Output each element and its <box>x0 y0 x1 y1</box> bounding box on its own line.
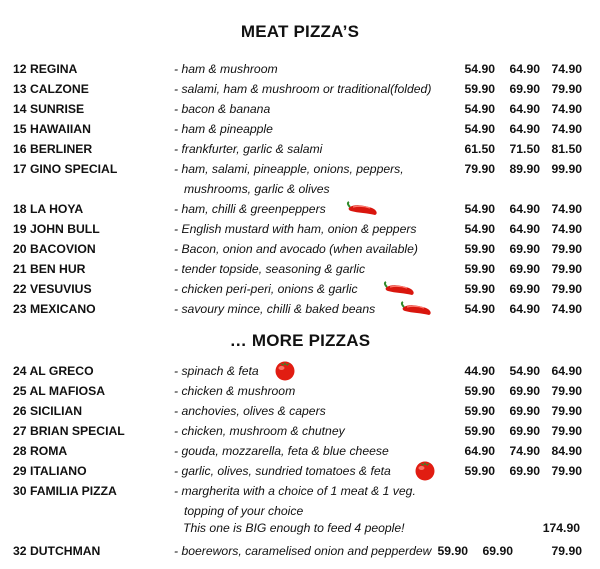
price-large: 79.90 <box>551 544 582 558</box>
item-name: 13 CALZONE <box>13 82 89 96</box>
item-description: - ham & mushroom <box>174 62 278 76</box>
item-name: 24 AL GRECO <box>13 364 94 378</box>
price-medium: 69.90 <box>509 384 540 398</box>
item-name: 23 MEXICANO <box>13 302 96 316</box>
price-medium: 74.90 <box>509 444 540 458</box>
menu-item-bacovion <box>0 239 600 259</box>
price-large: 79.90 <box>551 384 582 398</box>
price-medium: 69.90 <box>509 82 540 96</box>
meat-pizzas-heading: MEAT PIZZA’S <box>240 22 360 41</box>
price-large: 79.90 <box>551 242 582 256</box>
item-name: 12 REGINA <box>13 62 78 76</box>
item-description: - ham & pineapple <box>174 122 273 136</box>
price-small: 59.90 <box>464 282 495 296</box>
item-name: 29 ITALIANO <box>13 464 87 478</box>
item-description: - gouda, mozzarella, feta & blue cheese <box>174 444 389 458</box>
item-name: 22 VESUVIUS <box>13 282 92 296</box>
menu-item-familia-pizza <box>0 481 600 501</box>
menu-item-roma <box>0 441 600 461</box>
item-description: - bacon & banana <box>174 102 271 116</box>
price-small: 44.90 <box>464 364 495 378</box>
price-medium: 69.90 <box>509 404 540 418</box>
item-description: - anchovies, olives & capers <box>174 404 326 418</box>
price-large: 74.90 <box>551 302 582 316</box>
price-small: 54.90 <box>464 302 495 316</box>
menu-item-al-greco <box>0 361 600 381</box>
menu-item-hawaiian <box>0 119 600 139</box>
item-description: - salami, ham & mushroom or traditional(folded) <box>174 82 432 96</box>
item-name: 27 BRIAN SPECIAL <box>13 424 125 438</box>
price-small: 54.90 <box>464 122 495 136</box>
price-single: 174.90 <box>542 521 580 535</box>
price-small: 54.90 <box>464 202 495 216</box>
price-medium: 64.90 <box>509 222 540 236</box>
item-name: 17 GINO SPECIAL <box>13 162 118 176</box>
item-name: 14 SUNRISE <box>13 102 85 116</box>
item-name: 19 JOHN BULL <box>13 222 100 236</box>
price-large: 79.90 <box>551 464 582 478</box>
item-description: - ham, salami, pineapple, onions, peppers, <box>174 162 404 176</box>
item-description-continued: mushrooms, garlic & olives <box>184 182 330 196</box>
price-medium: 64.90 <box>509 302 540 316</box>
item-description: - chicken peri-peri, onions & garlic <box>174 282 358 296</box>
item-name: 26 SICILIAN <box>13 404 83 418</box>
price-large: 79.90 <box>551 82 582 96</box>
chilli-pepper-icon <box>400 301 434 323</box>
menu-item-al-mafiosa <box>0 381 600 401</box>
more-pizzas-heading: … MORE PIZZAS <box>229 331 371 350</box>
item-description: - ham, chilli & greenpeppers <box>174 202 326 216</box>
menu-item-italiano <box>0 461 600 481</box>
menu-item-dutchman <box>0 541 600 561</box>
price-medium: 69.90 <box>509 282 540 296</box>
menu-item-familia-pizza-note <box>0 518 600 538</box>
menu-item-brian-special <box>0 421 600 441</box>
price-medium: 89.90 <box>509 162 540 176</box>
menu-item-gino-special-cont <box>0 179 600 199</box>
item-description: - frankfurter, garlic & salami <box>174 142 323 156</box>
item-name: 20 BACOVION <box>13 242 96 256</box>
item-description: - spinach & feta <box>174 364 259 378</box>
price-large: 74.90 <box>551 202 582 216</box>
item-description: - boerewors, caramelised onion and pepperdew <box>174 544 432 558</box>
price-medium: 69.90 <box>509 464 540 478</box>
item-description-continued: topping of your choice <box>184 504 304 518</box>
price-medium: 69.90 <box>509 262 540 276</box>
price-large: 79.90 <box>551 404 582 418</box>
item-name: 28 ROMA <box>13 444 68 458</box>
item-name: 15 HAWAIIAN <box>13 122 91 136</box>
price-small: 79.90 <box>464 162 495 176</box>
price-medium: 64.90 <box>509 122 540 136</box>
item-description: - tender topside, seasoning & garlic <box>174 262 366 276</box>
menu-item-mexicano <box>0 299 600 319</box>
price-large: 74.90 <box>551 62 582 76</box>
item-description: - chicken & mushroom <box>174 384 296 398</box>
price-small: 54.90 <box>464 102 495 116</box>
item-description: - garlic, olives, sundried tomatoes & feta <box>174 464 391 478</box>
price-large: 74.90 <box>551 102 582 116</box>
price-medium: 69.90 <box>509 242 540 256</box>
price-large: 84.90 <box>551 444 582 458</box>
item-name: 32 DUTCHMAN <box>13 544 101 558</box>
price-small: 59.90 <box>464 404 495 418</box>
price-small: 59.90 <box>437 544 468 558</box>
price-large: 79.90 <box>551 424 582 438</box>
menu-item-sicilian <box>0 401 600 421</box>
price-small: 64.90 <box>464 444 495 458</box>
menu-item-regina <box>0 59 600 79</box>
price-small: 61.50 <box>464 142 495 156</box>
item-description: - English mustard with ham, onion & peppers <box>174 222 417 236</box>
menu-item-ben-hur <box>0 259 600 279</box>
item-note: This one is BIG enough to feed 4 people! <box>183 521 405 535</box>
menu-item-john-bull <box>0 219 600 239</box>
price-small: 59.90 <box>464 262 495 276</box>
price-large: 74.90 <box>551 122 582 136</box>
price-medium: 54.90 <box>509 364 540 378</box>
price-large: 79.90 <box>551 282 582 296</box>
price-small: 54.90 <box>464 62 495 76</box>
price-large: 79.90 <box>551 262 582 276</box>
price-large: 74.90 <box>551 222 582 236</box>
price-medium: 64.90 <box>509 102 540 116</box>
item-name: 16 BERLINER <box>13 142 93 156</box>
item-name: 30 FAMILIA PIZZA <box>13 484 117 498</box>
menu-item-calzone <box>0 79 600 99</box>
price-medium: 71.50 <box>509 142 540 156</box>
price-large: 99.90 <box>551 162 582 176</box>
item-name: 18 LA HOYA <box>13 202 84 216</box>
price-medium: 64.90 <box>509 62 540 76</box>
item-name: 21 BEN HUR <box>13 262 86 276</box>
price-medium: 64.90 <box>509 202 540 216</box>
menu-item-sunrise <box>0 99 600 119</box>
menu-item-gino-special <box>0 159 600 179</box>
price-small: 59.90 <box>464 464 495 478</box>
price-small: 59.90 <box>464 384 495 398</box>
price-large: 81.50 <box>551 142 582 156</box>
price-small: 59.90 <box>464 82 495 96</box>
item-description: - Bacon, onion and avocado (when available) <box>174 242 418 256</box>
menu-item-berliner <box>0 139 600 159</box>
price-medium: 69.90 <box>509 424 540 438</box>
price-large: 64.90 <box>551 364 582 378</box>
price-medium: 69.90 <box>482 544 513 558</box>
item-description: - chicken, mushroom & chutney <box>174 424 345 438</box>
price-small: 59.90 <box>464 424 495 438</box>
item-description: - margherita with a choice of 1 meat & 1 veg. <box>174 484 416 498</box>
menu-item-la-hoya <box>0 199 600 219</box>
price-small: 54.90 <box>464 222 495 236</box>
item-description: - savoury mince, chilli & baked beans <box>174 302 376 316</box>
menu-item-vesuvius <box>0 279 600 299</box>
price-small: 59.90 <box>464 242 495 256</box>
item-name: 25 AL MAFIOSA <box>13 384 106 398</box>
